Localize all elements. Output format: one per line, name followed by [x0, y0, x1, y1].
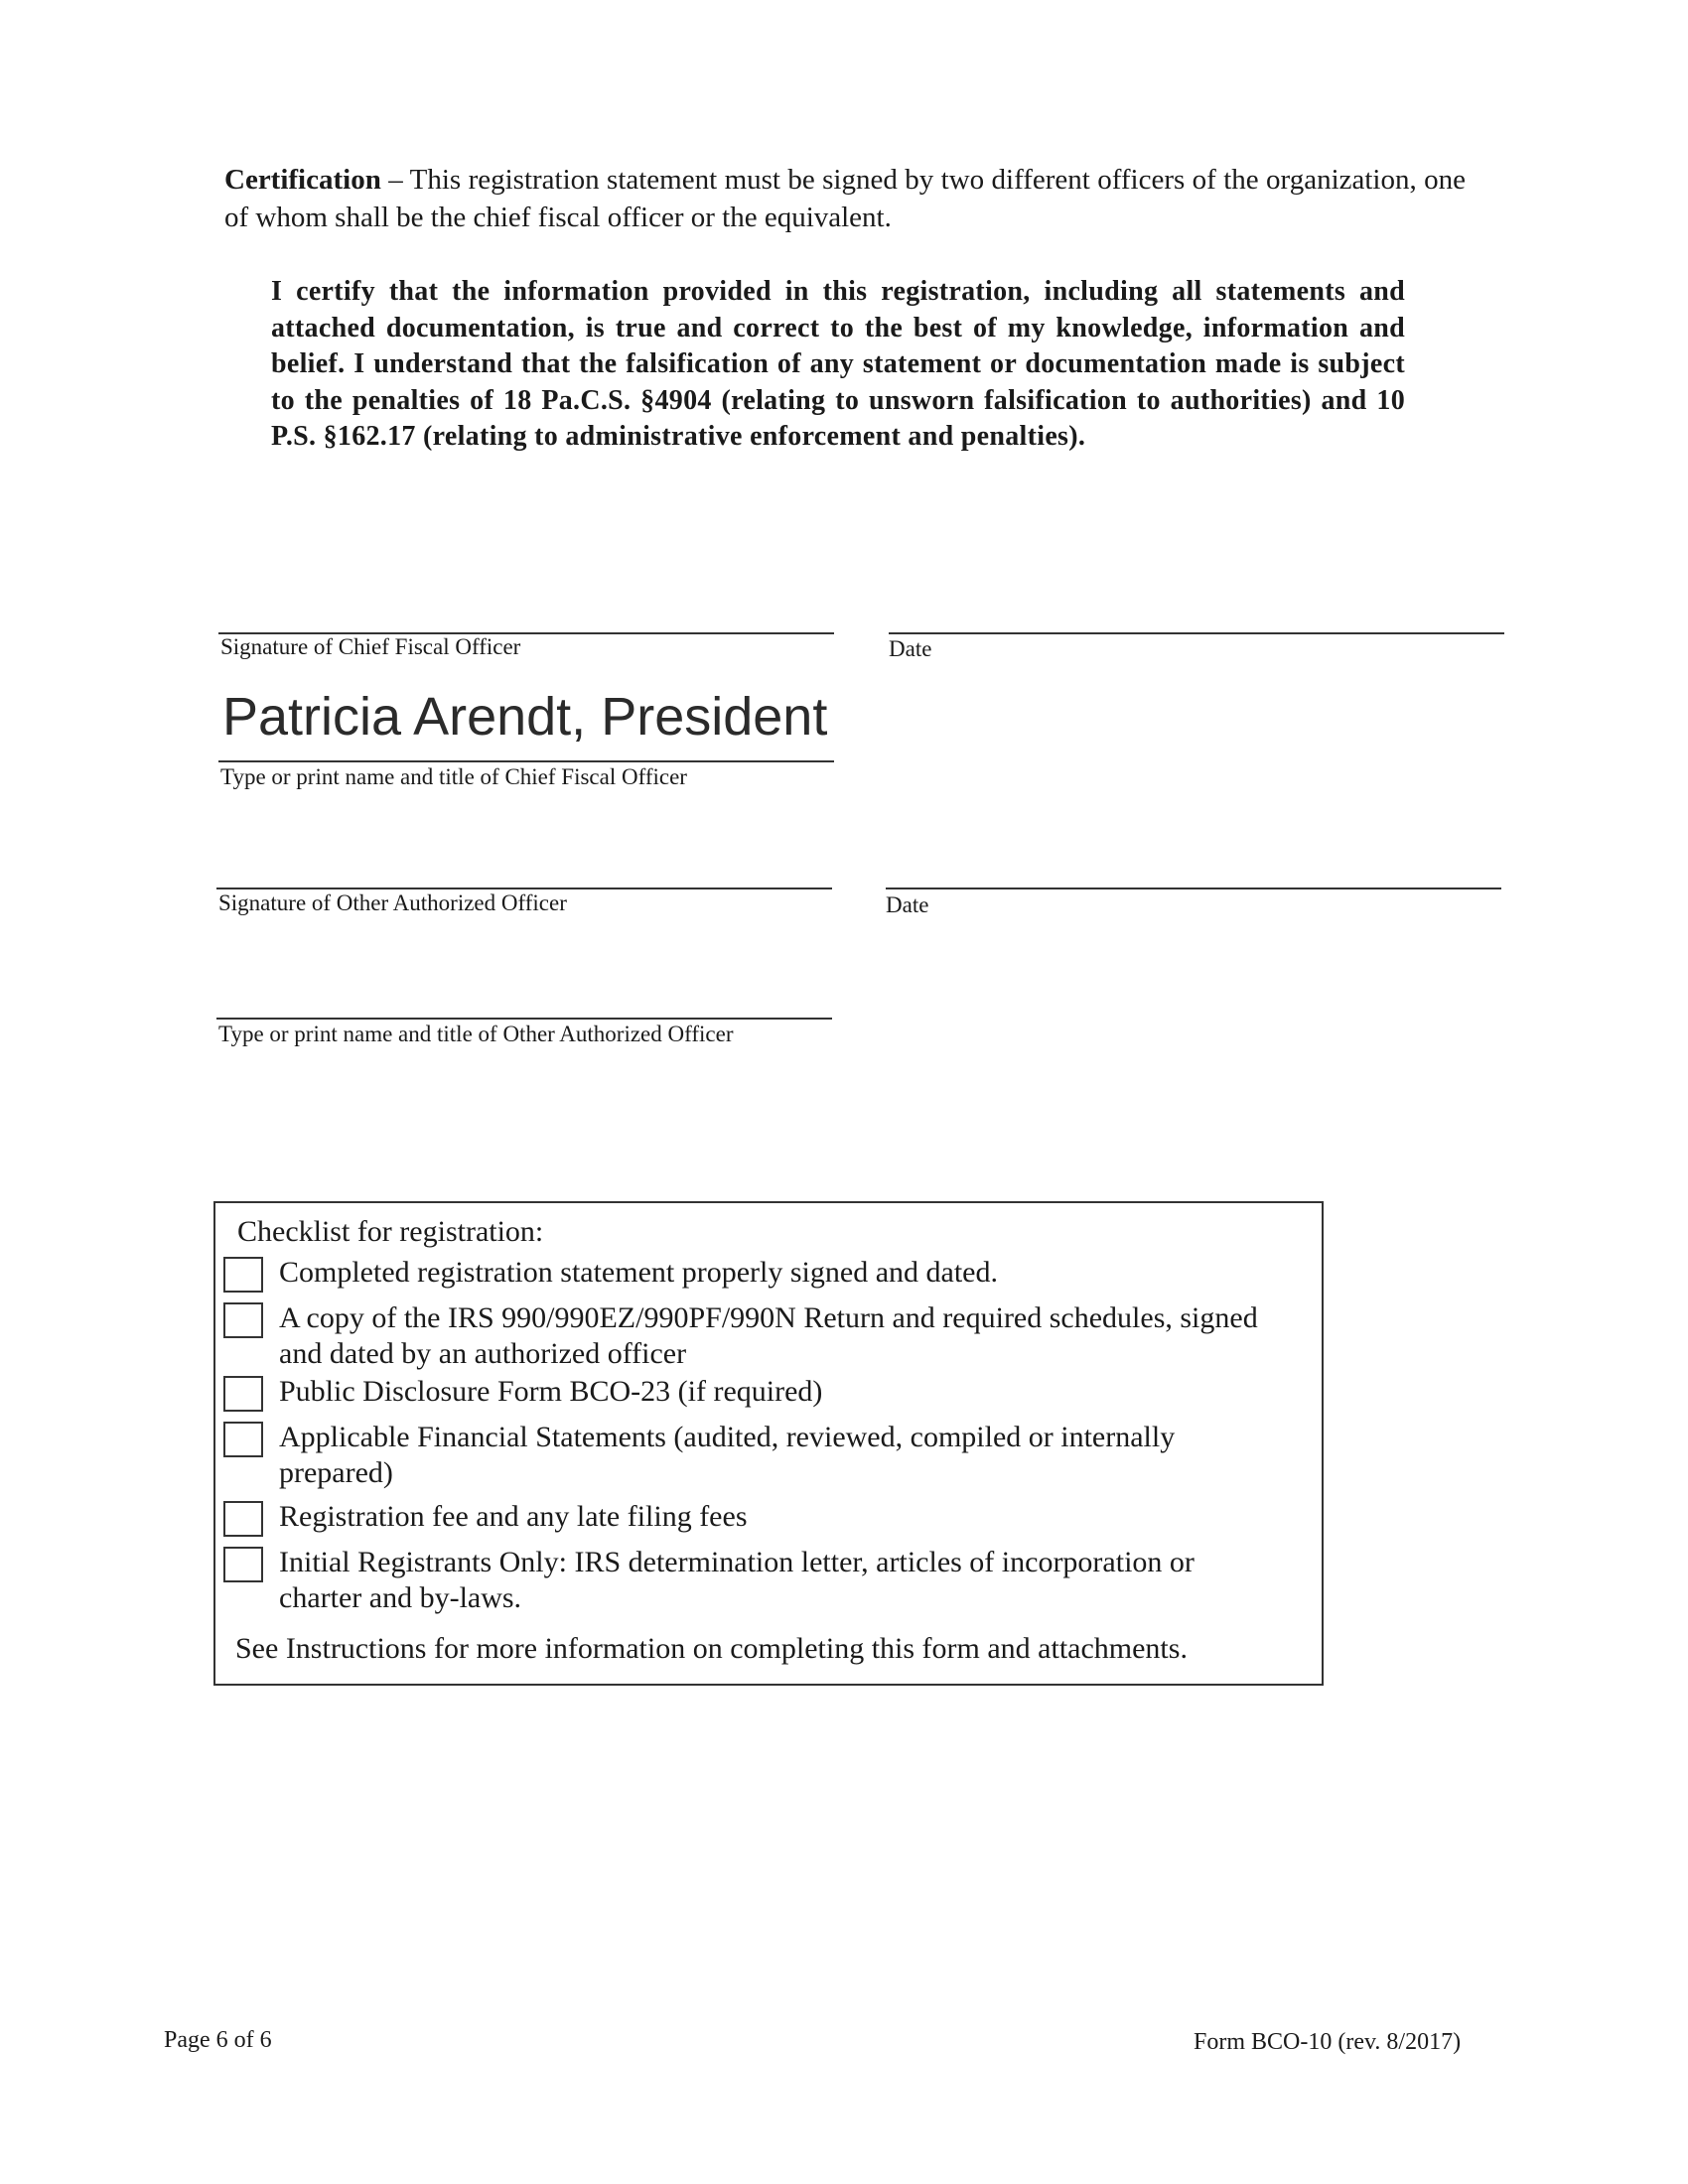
checklist-item-text: Public Disclosure Form BCO-23 (if required) — [279, 1375, 823, 1408]
other-name-label: Type or print name and title of Other Authorized Officer — [218, 1022, 734, 1046]
checkbox[interactable] — [223, 1547, 263, 1582]
other-date-label: Date — [886, 892, 929, 917]
form-id: Form BCO-10 (rev. 8/2017) — [1194, 2029, 1462, 2055]
other-date-line[interactable] — [886, 887, 1501, 889]
other-name-line[interactable] — [216, 1018, 832, 1020]
cfo-date-label: Date — [889, 636, 932, 661]
checkbox[interactable] — [223, 1257, 263, 1293]
checklist-item-text: Initial Registrants Only: IRS determination letter, articles of incorporation or charter and by-laws. — [279, 1546, 1195, 1614]
certification-intro-text: – This registration statement must be signed by two different officers of the organization, one of whom shall be the chief fiscal officer or the equivalent. — [224, 164, 1466, 233]
other-signature-label: Signature of Other Authorized Officer — [218, 890, 567, 915]
checklist-item-text: A copy of the IRS 990/990EZ/990PF/990N Return and required schedules, signed and dated by an authorized officer — [279, 1301, 1258, 1370]
cfo-date-line[interactable] — [889, 632, 1504, 634]
checkbox[interactable] — [223, 1501, 263, 1537]
cfo-name-line — [218, 760, 834, 762]
checkbox[interactable] — [223, 1376, 263, 1412]
checklist-item-text: Applicable Financial Statements (audited, reviewed, compiled or internally prepared) — [279, 1421, 1176, 1489]
registration-checklist — [213, 1201, 1324, 1686]
checklist-item-text: Registration fee and any late filing fees — [279, 1500, 748, 1533]
cfo-name-label: Type or print name and title of Chief Fiscal Officer — [220, 764, 687, 789]
checkbox[interactable] — [223, 1302, 263, 1338]
certification-heading: Certification — [224, 164, 381, 196]
checklist-title: Checklist for registration: — [237, 1215, 544, 1248]
cfo-name-field[interactable]: Patricia Arendt, President — [222, 687, 828, 747]
certification-intro — [224, 161, 1466, 236]
checklist-note: See Instructions for more information on completing this form and attachments. — [235, 1632, 1188, 1665]
checklist-item-text: Completed registration statement properly signed and dated. — [279, 1256, 998, 1289]
cfo-signature-label: Signature of Chief Fiscal Officer — [220, 634, 521, 659]
certification-statement: I certify that the information provided in this registration, including all statements and attached documentation, is true and correct to the best of my knowledge, information and belief. I understand that the falsification of any statement or documentation made is subject to the penalties of 18 Pa.C.S. §4904 (relating to unsworn falsification to authorities) and 10 P.S. §162.17 (relating to administrative enforcement and penalties). — [271, 276, 1405, 452]
checkbox[interactable] — [223, 1422, 263, 1457]
page-number: Page 6 of 6 — [164, 2027, 272, 2053]
